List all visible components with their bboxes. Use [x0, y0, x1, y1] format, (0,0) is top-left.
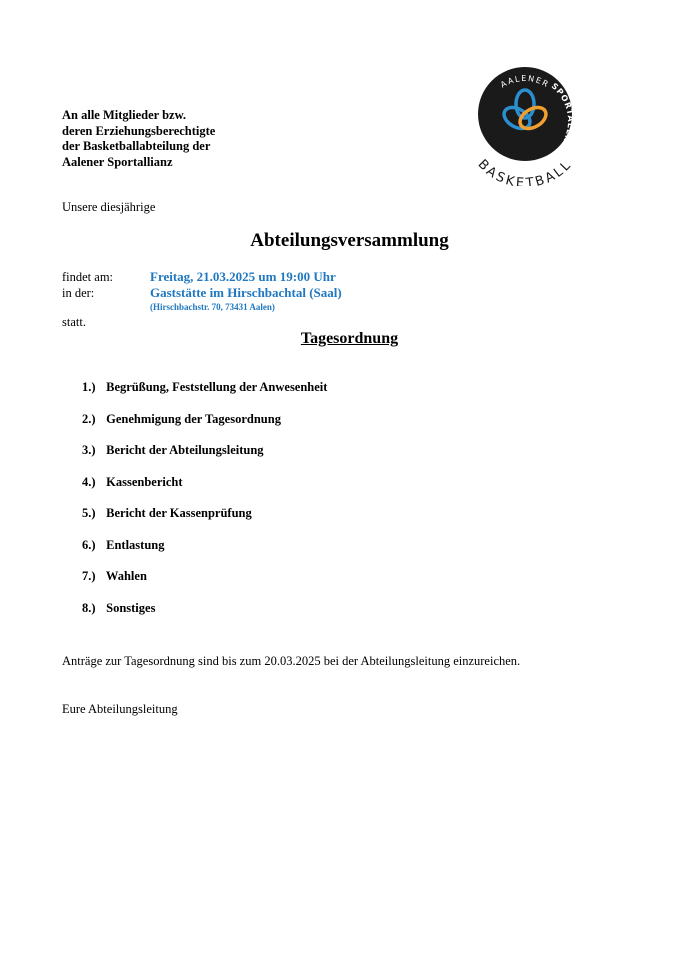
agenda-number: 5.): [82, 506, 96, 520]
agenda-text: Wahlen: [105, 569, 147, 583]
agenda-number: 4.): [82, 474, 96, 489]
logo-graphic: [460, 56, 590, 186]
place-label: in der:: [62, 286, 95, 300]
agenda-number: 1.): [82, 380, 96, 394]
agenda-text: Begrüßung, Feststellung der Anwesenheit: [106, 380, 328, 394]
agenda-number: 8.): [82, 600, 96, 615]
addressee-line: deren Erziehungsberechtigte: [62, 123, 216, 138]
agenda-text: Bericht der Abteilungsleitung: [106, 443, 264, 457]
agenda-number: 7.): [82, 569, 96, 583]
page-title: Abteilungsversammlung: [250, 230, 449, 251]
addressee-line: der Basketballabteilung der: [62, 139, 211, 153]
agenda-item: [82, 538, 327, 570]
agenda-title: Tagesordnung: [300, 330, 399, 347]
addressee-line: An alle Mitglieder bzw.: [62, 108, 187, 122]
agenda-item: [82, 601, 327, 633]
agenda-item: [82, 443, 327, 475]
logo-side-text: SPORTALLIANZ: [549, 81, 576, 161]
addressee-line: Aalener Sportallianz: [62, 154, 173, 169]
agenda-text: Kassenbericht: [106, 474, 183, 489]
agenda-text: Sonstiges: [106, 600, 156, 615]
place-value: Gaststätte im Hirschbachtal (Saal): [150, 285, 342, 300]
agenda-number: 2.): [82, 411, 96, 426]
logo-bottom-text: BASKETBALL: [474, 156, 576, 186]
signature: Eure Abteilungsleitung: [62, 702, 178, 716]
deadline-text: Anträge zur Tagesordnung sind bis zum 20.03.2025 bei der Abteilungsleitung einzureichen.: [62, 654, 521, 668]
agenda-list: [82, 380, 327, 632]
agenda-text: Entlastung: [106, 537, 165, 552]
logo-top-text: AALENER: [498, 73, 552, 90]
agenda-item: [82, 380, 327, 412]
place-address: (Hirschbachstr. 70, 73431 Aalen): [150, 302, 275, 312]
agenda-text: Genehmigung der Tagesordnung: [106, 411, 281, 426]
agenda-number: 3.): [82, 443, 96, 457]
statt-text: statt.: [62, 315, 86, 329]
club-logo: [460, 56, 590, 186]
agenda-number: 6.): [82, 537, 96, 552]
date-label: findet am:: [62, 270, 114, 284]
date-value: Freitag, 21.03.2025 um 19:00 Uhr: [150, 269, 336, 284]
addressee-block: [62, 108, 215, 170]
agenda-item: [82, 569, 327, 601]
agenda-item: [82, 412, 327, 444]
intro-text: Unsere diesjährige: [62, 200, 156, 214]
agenda-item: [82, 475, 327, 507]
agenda-text: Bericht der Kassenprüfung: [106, 506, 252, 520]
agenda-item: [82, 506, 327, 538]
